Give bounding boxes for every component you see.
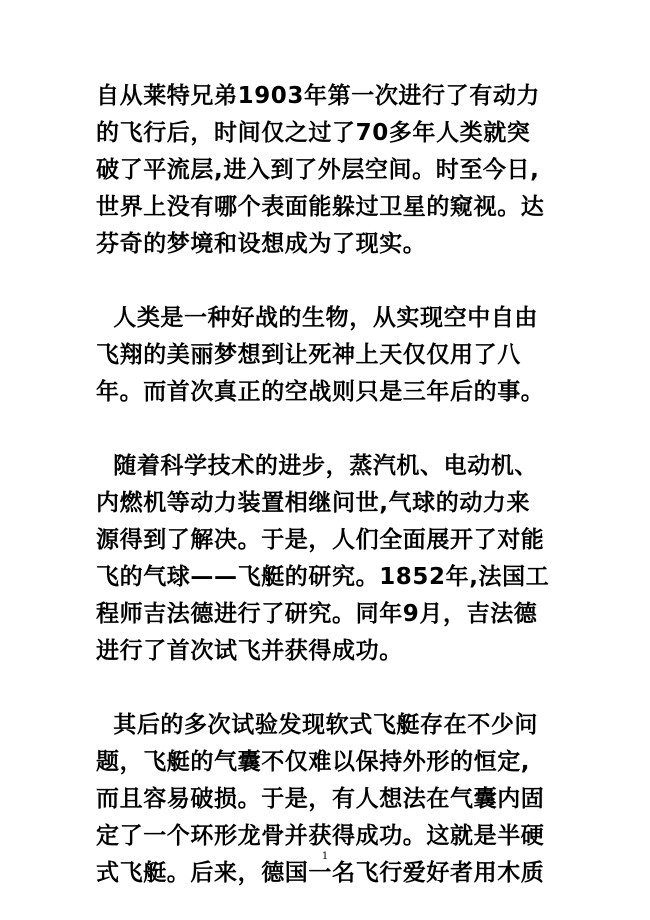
text-line: 飞翔的美丽梦想到让死神上天仅仅用了八 — [96, 342, 521, 368]
text-line: 飞的气球——飞艇的研究。1852年,法国工 — [96, 564, 550, 590]
text-line: 的飞行后，时间仅之过了70多年人类就突 — [96, 120, 531, 146]
text-line: 世界上没有哪个表面能躲过卫星的窥视。达 — [96, 194, 545, 220]
text-line: 芬奇的梦境和设想成为了现实。 — [96, 231, 427, 257]
paragraph-3 — [96, 448, 566, 670]
paragraph-gap — [96, 263, 566, 300]
text-line: 内燃机等动力装置相继问世,气球的动力来 — [96, 490, 531, 516]
text-line: 随着科学技术的进步，蒸汽机、电动机、 — [96, 453, 539, 479]
body-text — [96, 78, 566, 892]
paragraph-1 — [96, 78, 566, 263]
text-line: 题，飞艇的气囊不仅难以保持外形的恒定, — [96, 749, 531, 775]
text-line: 程师吉法德进行了研究。同年9月，吉法德 — [96, 601, 538, 627]
text-line: 自从莱特兄弟1903年第一次进行了有动力 — [96, 83, 541, 109]
paragraph-2 — [96, 300, 566, 411]
text-line: 而且容易破损。于是，有人想法在气囊内固 — [96, 786, 545, 812]
paragraph-gap — [96, 411, 566, 448]
text-line: 式飞艇。后来，德国一名飞行爱好者用木质 — [96, 860, 545, 886]
paragraph-gap — [96, 670, 566, 707]
page-number: 1 — [321, 851, 329, 862]
text-line: 破了平流层,进入到了外层空间。时至今日, — [96, 157, 540, 183]
text-line: 人类是一种好战的生物，从实现空中自由 — [96, 305, 539, 331]
text-line: 其后的多次试验发现软式飞艇存在不少问 — [96, 712, 539, 738]
paragraph-4 — [96, 707, 566, 892]
text-line: 源得到了解决。于是，人们全面展开了对能 — [96, 527, 545, 553]
text-line: 进行了首次试飞并获得成功。 — [96, 638, 403, 664]
text-line: 年。而首次真正的空战则只是三年后的事。 — [96, 379, 545, 405]
text-line: 定了一个环形龙骨并获得成功。这就是半硬 — [96, 823, 545, 849]
